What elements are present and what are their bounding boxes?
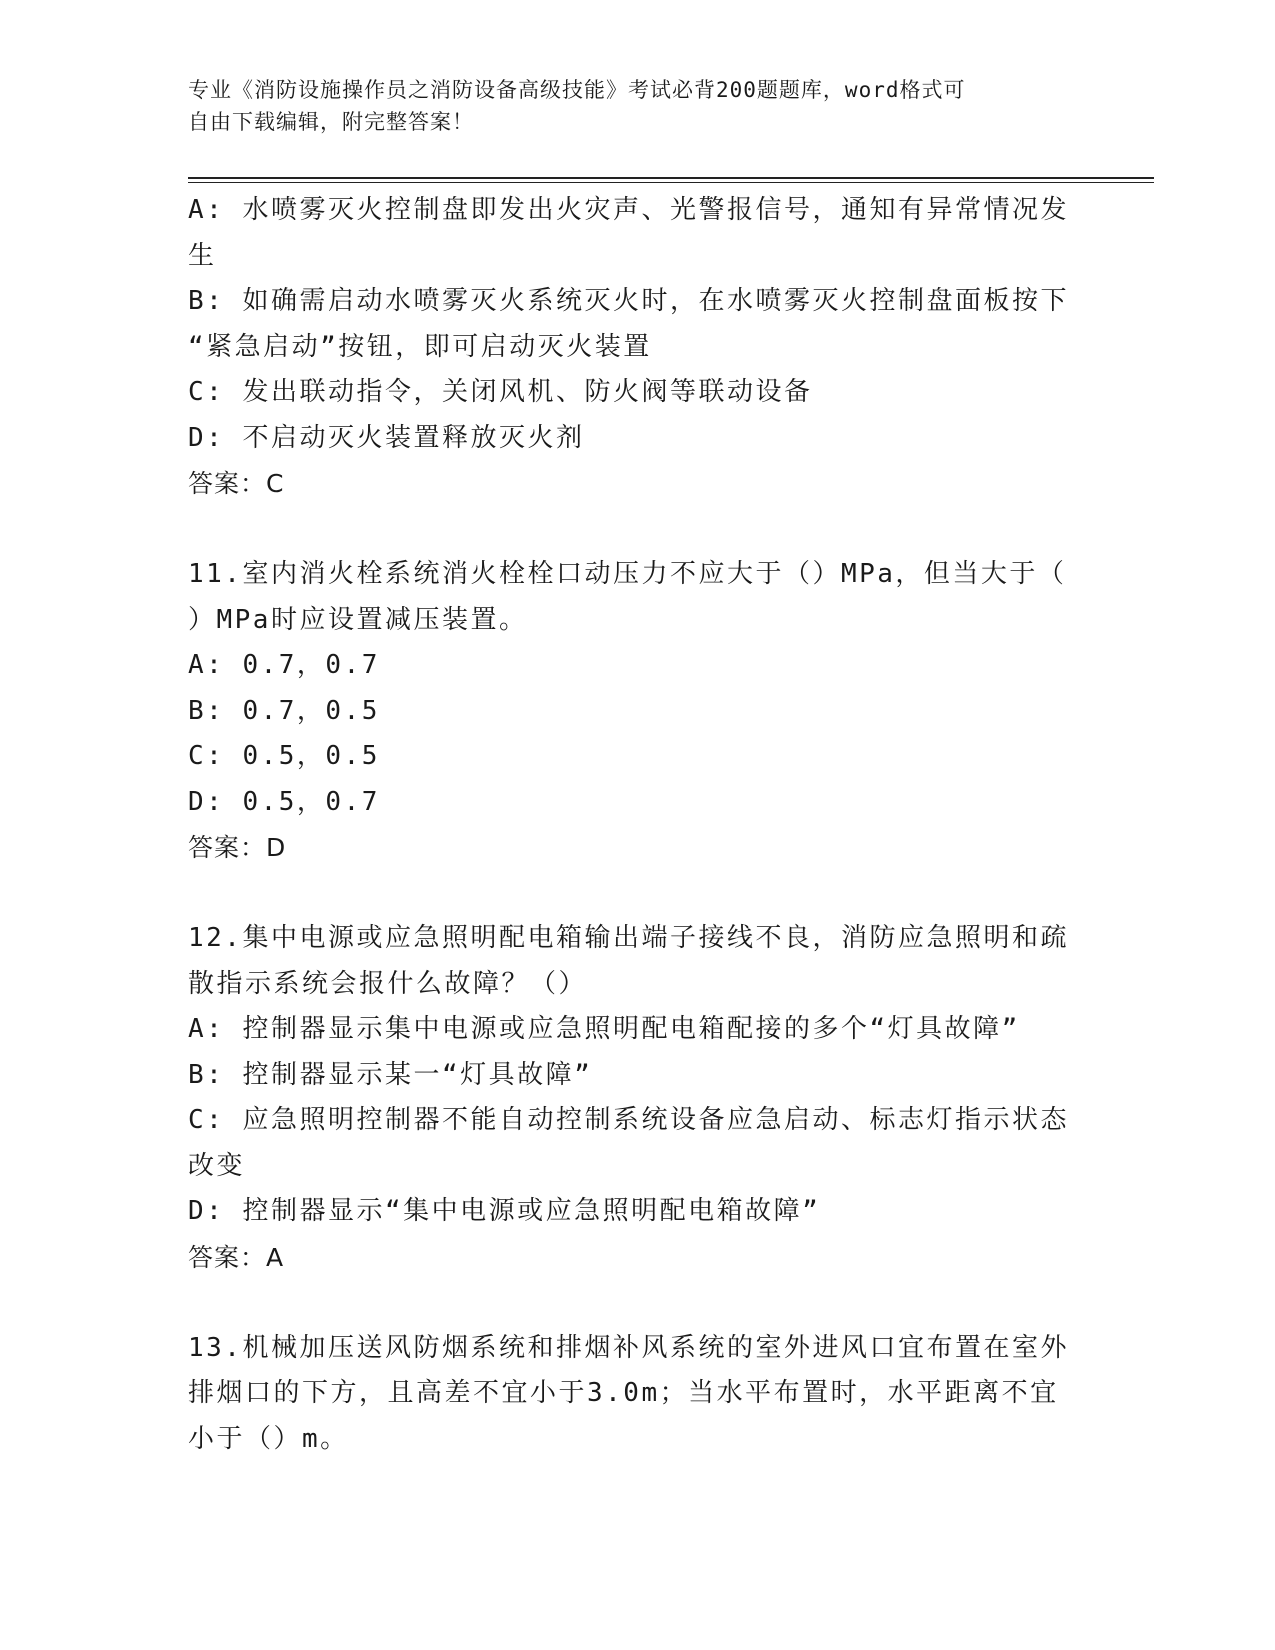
- question-11: [188, 552, 1068, 871]
- q12-answer: 答案：A: [188, 1242, 285, 1272]
- spacer: [188, 507, 1068, 553]
- q11-option-d: D: 0.5，0.7: [188, 786, 380, 817]
- q11-option-c: C: 0.5，0.5: [188, 741, 380, 771]
- q12-stem-line-2: 散指示系统会报什么故障？（）: [188, 968, 588, 999]
- q12-option-c-line-2: 改变: [188, 1150, 246, 1181]
- q12-option-c-line-1: C: 应急照明控制器不能自动控制系统设备应急启动、标志灯指示状态: [188, 1105, 1069, 1135]
- q11-option-a: A: 0.7，0.7: [188, 650, 380, 680]
- document-header: [188, 74, 1068, 138]
- q10-answer: 答案：C: [188, 469, 285, 498]
- q13-stem-line-2: 排烟口的下方，且高差不宜小于3.0m；当水平布置时，水平距离不宜: [188, 1378, 1059, 1408]
- q11-stem-line-2: ）MPa时应设置减压装置。: [188, 604, 528, 635]
- question-13: [188, 1326, 1068, 1463]
- spacer: [188, 871, 1068, 917]
- q10-option-a-line-2: 生: [188, 240, 217, 271]
- q10-option-b-line-2: “紧急启动”按钮，即可启动灭火装置: [188, 331, 652, 362]
- header-line-1: 专业《消防设施操作员之消防设备高级技能》考试必背200题题库，word格式可: [188, 78, 966, 102]
- question-content: [188, 188, 1068, 1462]
- header-line-2: 自由下载编辑，附完整答案！: [188, 110, 474, 134]
- q13-stem-line-1: 13.机械加压送风防烟系统和排烟补风系统的室外进风口宜布置在室外: [188, 1332, 1069, 1363]
- q13-stem-line-3: 小于（）m。: [188, 1423, 349, 1454]
- q12-option-d: D: 控制器显示“集中电源或应急照明配电箱故障”: [188, 1196, 821, 1226]
- spacer: [188, 1280, 1068, 1326]
- q11-answer: 答案：D: [188, 833, 287, 862]
- question-12: [188, 916, 1068, 1280]
- question-10: [188, 188, 1068, 507]
- q11-option-b: B: 0.7，0.5: [188, 695, 380, 726]
- q11-stem-line-1: 11.室内消火栓系统消火栓栓口动压力不应大于（）MPa，但当大于（: [188, 559, 1067, 589]
- q12-stem-line-1: 12.集中电源或应急照明配电箱输出端子接线不良，消防应急照明和疏: [188, 923, 1069, 953]
- q10-option-a-line-1: A: 水喷雾灭火控制盘即发出火灾声、光警报信号，通知有异常情况发: [188, 195, 1069, 225]
- q12-option-b: B: 控制器显示某一“灯具故障”: [188, 1059, 593, 1090]
- q10-option-b-line-1: B: 如确需启动水喷雾灭火系统灭火时，在水喷雾灭火控制盘面板按下: [188, 286, 1069, 316]
- header-rule-thin: [188, 182, 1154, 183]
- header-rule-thick: [188, 177, 1154, 179]
- q10-option-c: C: 发出联动指令，关闭风机、防火阀等联动设备: [188, 377, 813, 407]
- q10-option-d: D: 不启动灭火装置释放灭火剂: [188, 422, 585, 453]
- q12-option-a: A: 控制器显示集中电源或应急照明配电箱配接的多个“灯具故障”: [188, 1014, 1020, 1044]
